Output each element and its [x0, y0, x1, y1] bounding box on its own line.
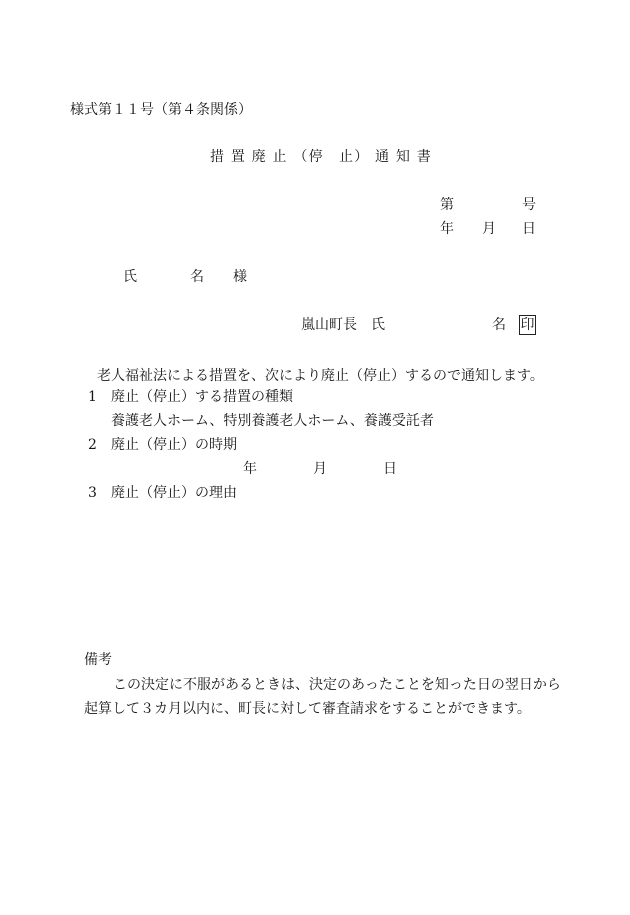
document-number-prefix: 第	[440, 197, 454, 213]
issue-date-year: 年	[440, 221, 454, 237]
intro-text: 老人福祉法による措置を、次により廃止（停止）するので通知します。	[97, 368, 544, 384]
remarks-line-2: 起算して３カ月以内に、町長に対して審査請求をすることができます。	[84, 701, 531, 717]
item-label-3: 廃止（停止）の理由	[111, 485, 237, 501]
item-number-1: 1	[88, 389, 97, 405]
remarks-heading: 備考	[84, 652, 112, 668]
seal-box: 印	[520, 317, 535, 333]
sender-label-mei: 名	[492, 317, 506, 333]
item-detail-1: 養護老人ホーム、特別養護老人ホーム、養護受託者	[111, 413, 434, 429]
addressee-label-mei: 名	[190, 269, 204, 285]
item-label-1: 廃止（停止）する措置の種類	[111, 389, 293, 405]
issue-date-month: 月	[482, 221, 496, 237]
addressee-label-shi: 氏	[123, 269, 137, 285]
item-date-month: 月	[313, 461, 327, 477]
item-label-2: 廃止（停止）の時期	[111, 437, 237, 453]
sender-title: 嵐山町長 氏	[301, 317, 385, 333]
item-number-3: 3	[88, 485, 97, 501]
item-number-2: 2	[88, 437, 97, 453]
item-date-day: 日	[383, 461, 397, 477]
remarks-line-1: この決定に不服があるときは、決定のあったことを知った日の翌日から	[113, 677, 561, 693]
addressee-honorific: 様	[233, 269, 247, 285]
document-title: 措 置 廃 止 （停 止） 通 知 書	[210, 149, 432, 165]
item-date-year: 年	[243, 461, 257, 477]
document-number-suffix: 号	[522, 197, 536, 213]
issue-date-day: 日	[522, 221, 536, 237]
form-number: 様式第１１号（第４条関係）	[70, 102, 252, 118]
